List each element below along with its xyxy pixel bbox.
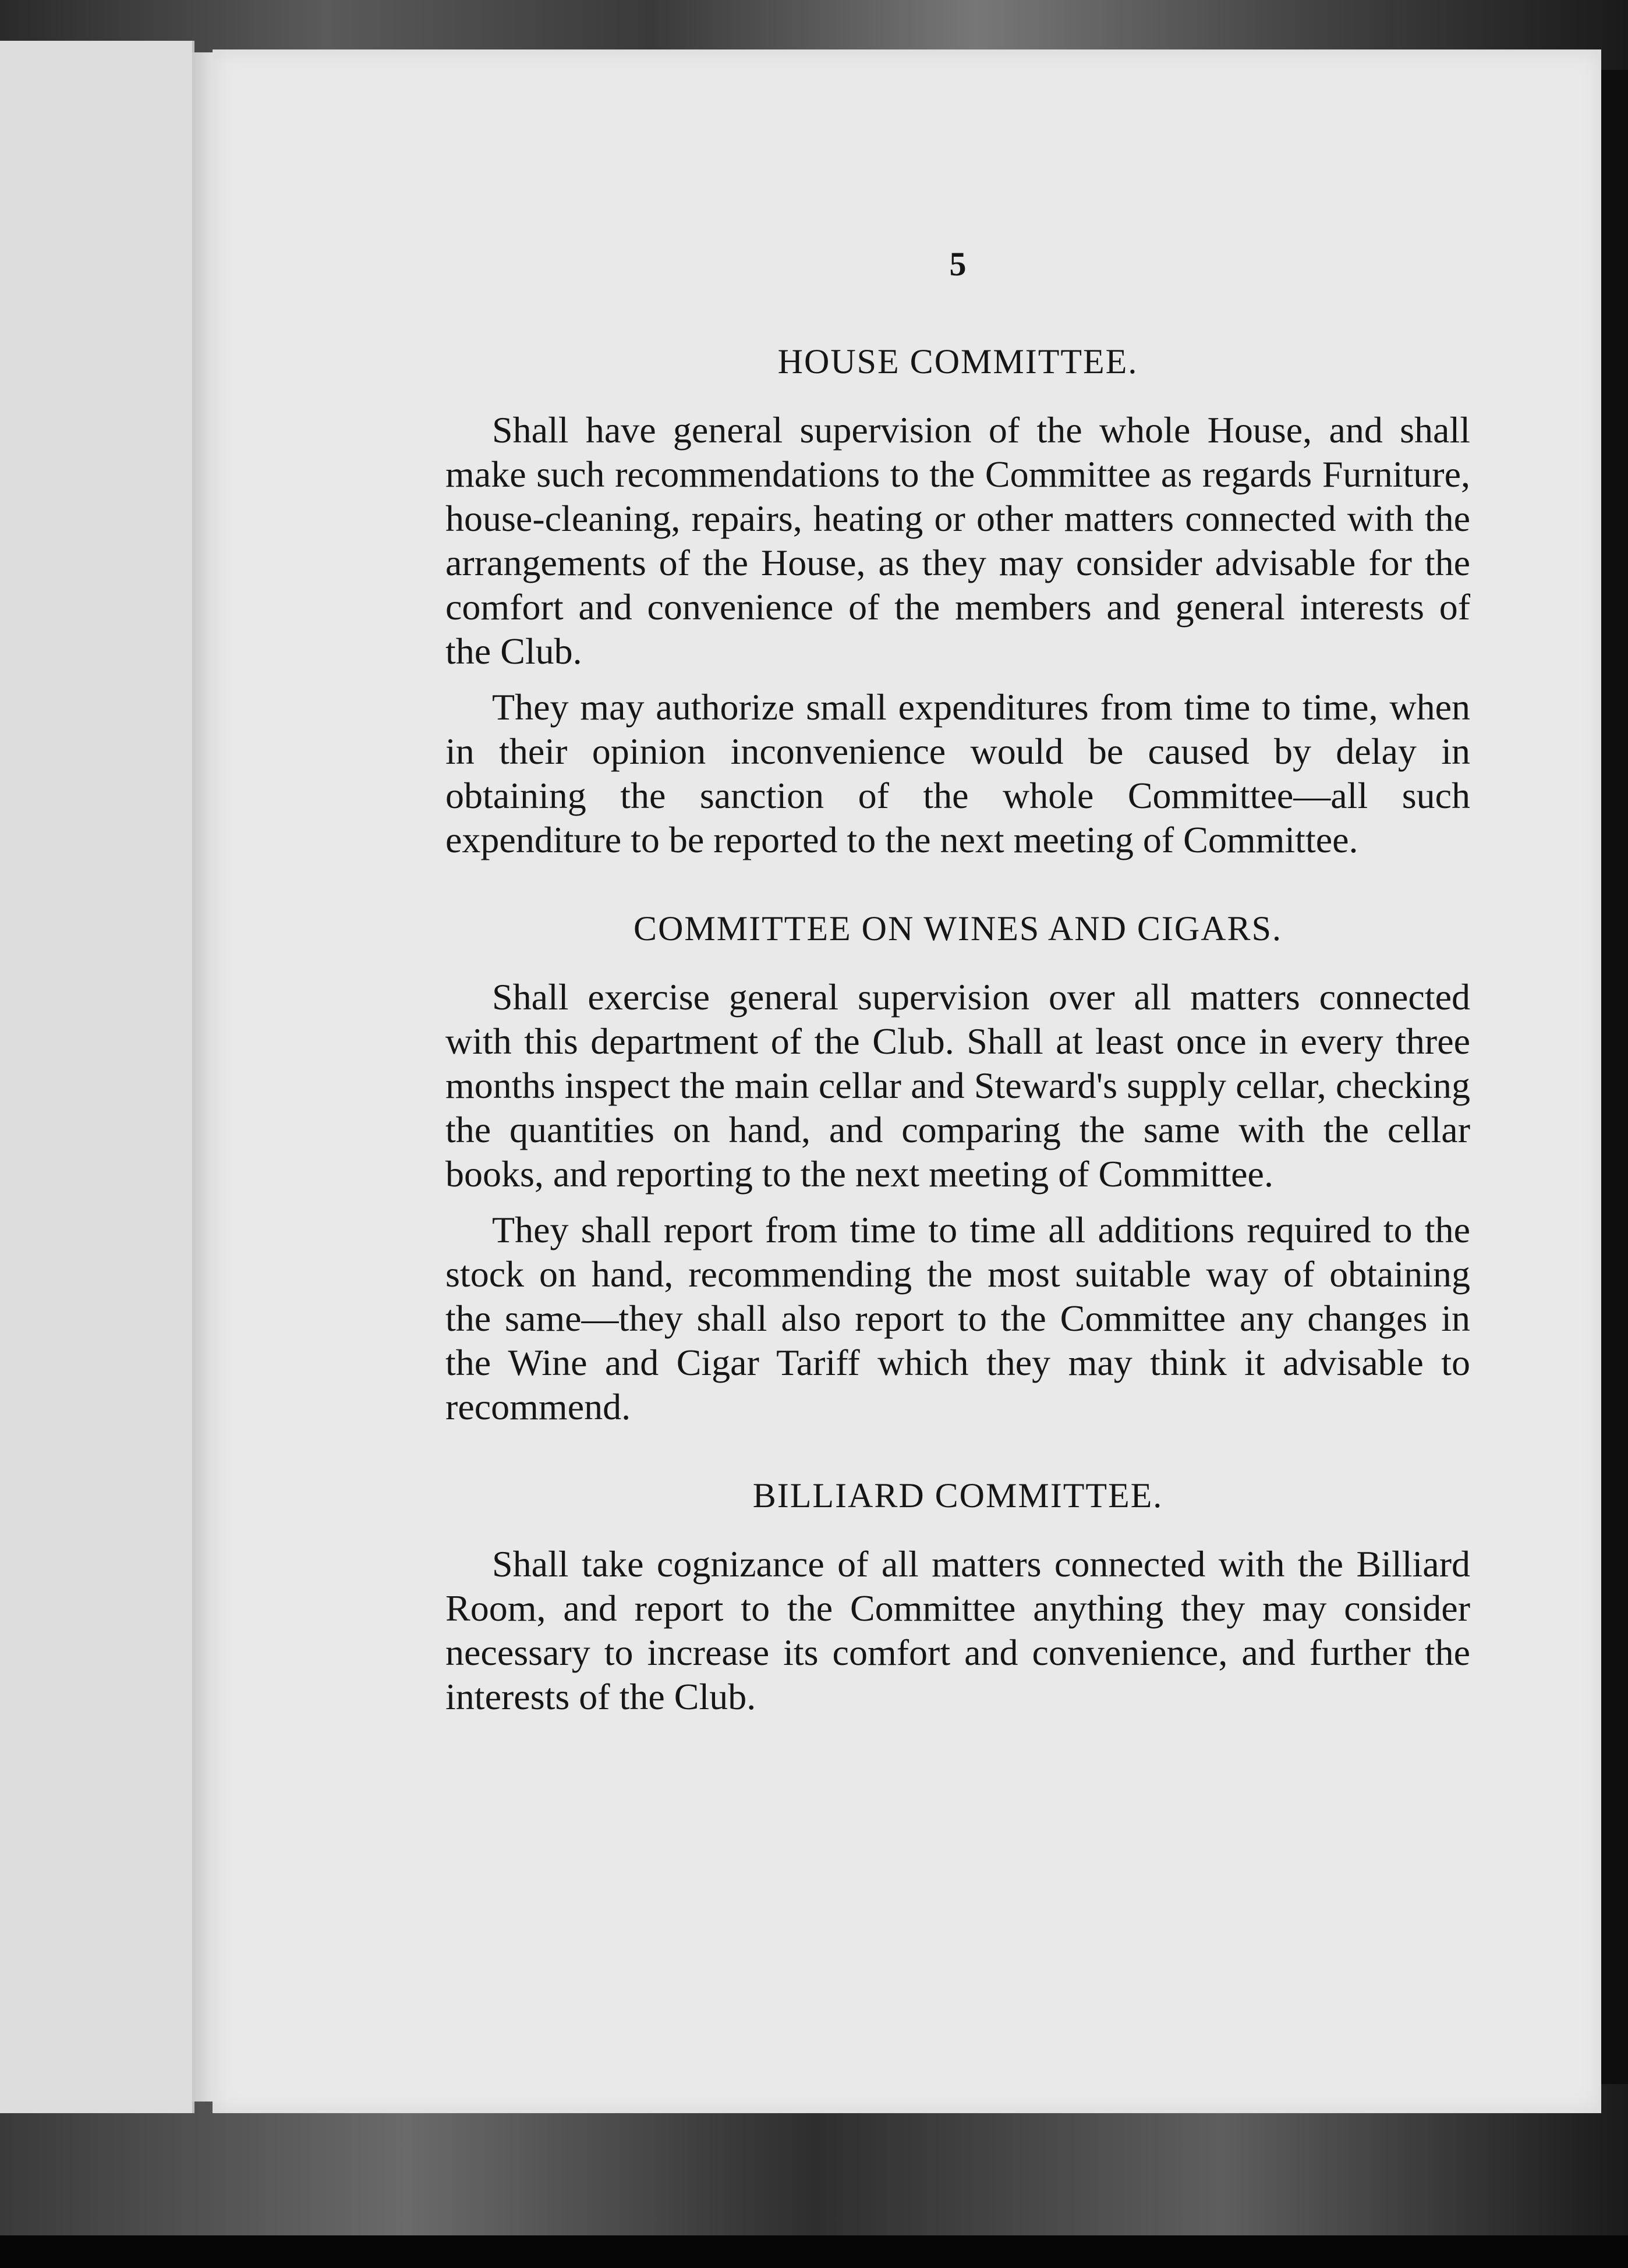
section-heading: BILLIARD COMMITTEE. (752, 1476, 1163, 1515)
section-heading: HOUSE COMMITTEE. (777, 342, 1138, 381)
facing-page-edge (0, 41, 194, 2113)
paragraph: Shall have general supervision of the whole House, and shall make such recommendations to the Committee as regards Furniture, house-cleaning, repairs, heating or other matters connected with the arrangements of the House, as they may consider advisable for the comfort and convenience of the members and general interests of the Club. (445, 409, 1470, 672)
page-gutter (192, 52, 215, 2102)
paragraph: They may authorize small expenditures from time to time, when in their opinion inconvenience would be caused by delay in obtaining the sanction of the whole Committee—all such expenditure to be reported to the next meeting of Committee. (445, 686, 1470, 860)
section-billiard-committee (445, 1476, 1470, 1719)
section-wines-and-cigars (445, 909, 1470, 1429)
section-heading: COMMITTEE ON WINES AND CIGARS. (633, 909, 1282, 948)
page-number: 5 (949, 245, 967, 283)
paragraph: Shall take cognizance of all matters connected with the Billiard Room, and report to the Committee anything they may consider necessary to increase its comfort and convenience, and further the interests of the Club. (445, 1543, 1470, 1717)
scan-border-bottom (0, 2235, 1628, 2268)
section-house-committee (445, 342, 1470, 862)
page-text (445, 244, 1470, 1766)
paragraph: They shall report from time to time all additions required to the stock on hand, recommending the most suitable way of obtaining the same—they shall also report to the Committee any changes in the Wine and Cigar Tariff which they may think it advisable to recommend. (445, 1209, 1470, 1427)
paragraph: Shall exercise general supervision over all matters connected with this department of the Club. Shall at least once in every three months inspect the main cellar and Steward's supply cellar, checking the quantities on hand, and comparing the same with the cellar books, and reporting to the next meeting of Committee. (445, 976, 1470, 1195)
